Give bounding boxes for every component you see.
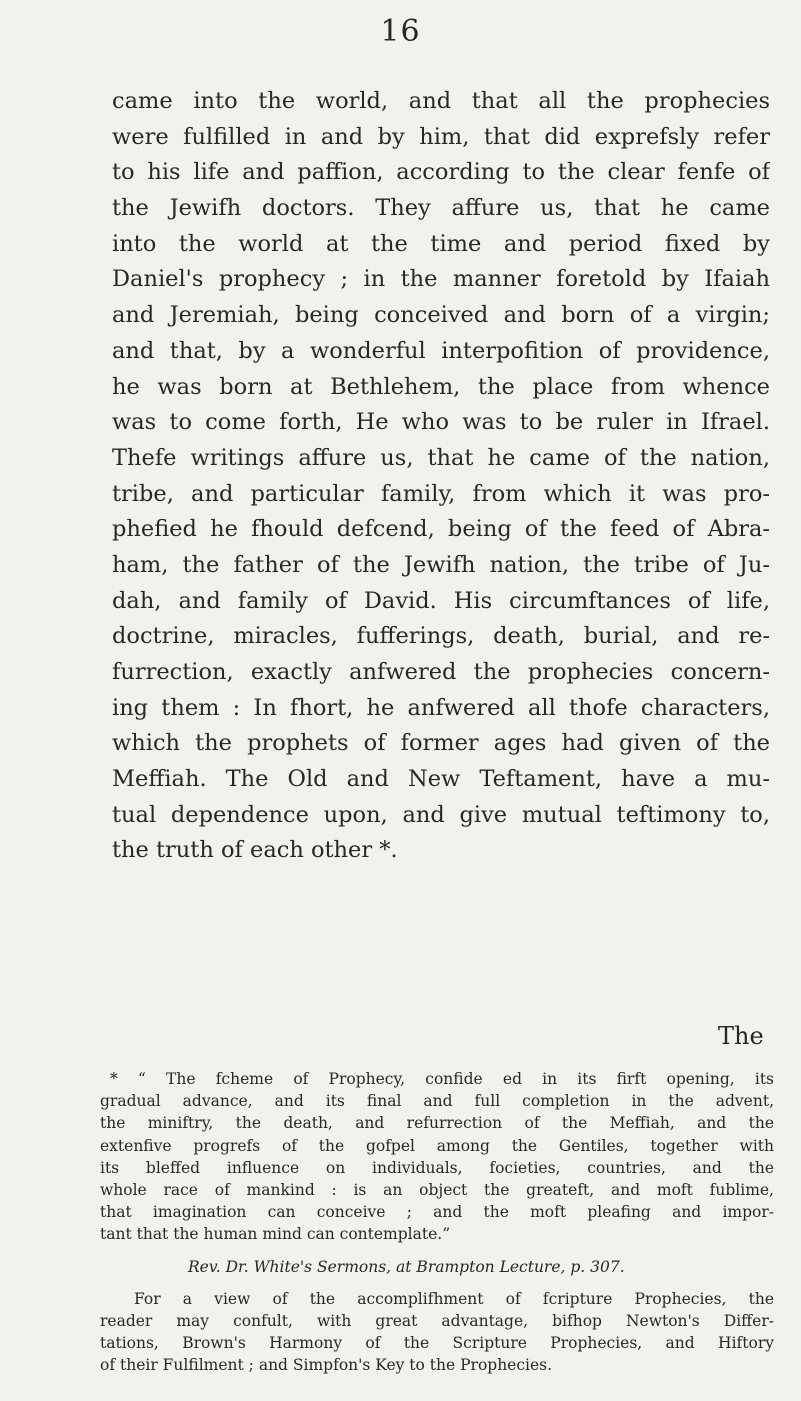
footnote-line: * “ The fcheme of Prophecy, confide ed in its firft opening, its xyxy=(110,1070,774,1088)
body-line: into the world at the time and period fixed by xyxy=(112,230,770,257)
body-line: the truth of each other *. xyxy=(112,837,398,864)
footnote-line: the miniftry, the death, and refurrection of the Meffiah, and the xyxy=(100,1114,774,1133)
footnote-line: extenfive progrefs of the gofpel among the Gentiles, together with xyxy=(100,1136,774,1155)
body-line: Meffiah. The Old and New Teftament, have a mu- xyxy=(112,766,770,793)
body-line: tual dependence upon, and give mutual teftimony to, xyxy=(112,801,770,828)
body-text xyxy=(112,84,770,869)
footnote-line: its bleffed influence on individuals, focieties, countries, and the xyxy=(100,1158,774,1177)
body-line: Thefe writings affure us, that he came of the nation, xyxy=(112,444,770,471)
body-line: which the prophets of former ages had given of the xyxy=(112,730,770,757)
body-line: he was born at Bethlehem, the place from whence xyxy=(112,373,770,400)
body-line: furrection, exactly anfwered the prophecies concern- xyxy=(112,659,770,685)
body-line: the Jewifh doctors. They affure us, that he came xyxy=(112,195,770,222)
catchword: The xyxy=(718,1022,764,1050)
body-line: to his life and paffion, according to the clear fenfe of xyxy=(112,159,770,186)
body-line: was to come forth, He who was to be ruler in Ifrael. xyxy=(112,409,770,436)
footnote-line: tant that the human mind can contemplate.” xyxy=(100,1225,451,1244)
body-line: and that, by a wonderful interpofition of providence, xyxy=(112,337,770,364)
body-line: ham, the father of the Jewifh nation, the tribe of Ju- xyxy=(112,551,770,578)
body-line: dah, and family of David. His circumftances of life, xyxy=(112,587,770,614)
footnote-note-line: of their Fulfilment ; and Simpfon's Key to the Prophecies. xyxy=(100,1356,553,1375)
footnote-note-line: For a view of the accomplifhment of fcripture Prophecies, the xyxy=(134,1289,774,1308)
body-line: ing them : In fhort, he anfwered all thofe characters, xyxy=(112,694,770,721)
body-line: came into the world, and that all the prophecies xyxy=(112,88,770,114)
body-line: were fulfilled in and by him, that did exprefsly refer xyxy=(112,123,770,150)
body-line: tribe, and particular family, from which it was pro- xyxy=(112,480,770,507)
footnote-line: whole race of mankind : is an object the greateft, and moft fublime, xyxy=(100,1180,774,1199)
page-number: 16 xyxy=(380,14,421,49)
footnote xyxy=(100,1068,774,1376)
footnote-note-line: reader may confult, with great advantage, bifhop Newton's Differ- xyxy=(100,1311,774,1330)
body-line: doctrine, miracles, fufferings, death, burial, and re- xyxy=(112,623,770,650)
footnote-line: that imagination can conceive ; and the moft pleafing and impor- xyxy=(100,1203,774,1222)
body-line: Daniel's prophecy ; in the manner foretold by Ifaiah xyxy=(112,266,770,293)
footnote-note-line: tations, Brown's Harmony of the Scripture Prophecies, and Hiftory xyxy=(100,1334,774,1353)
body-line: phefied he fhould defcend, being of the feed of Abra- xyxy=(112,516,770,543)
footnote-line: gradual advance, and its final and full completion in the advent, xyxy=(100,1092,774,1111)
footnote-citation: Rev. Dr. White's Sermons, at Brampton Lecture, p. 307. xyxy=(188,1257,625,1276)
body-line: and Jeremiah, being conceived and born of a virgin; xyxy=(112,302,770,329)
